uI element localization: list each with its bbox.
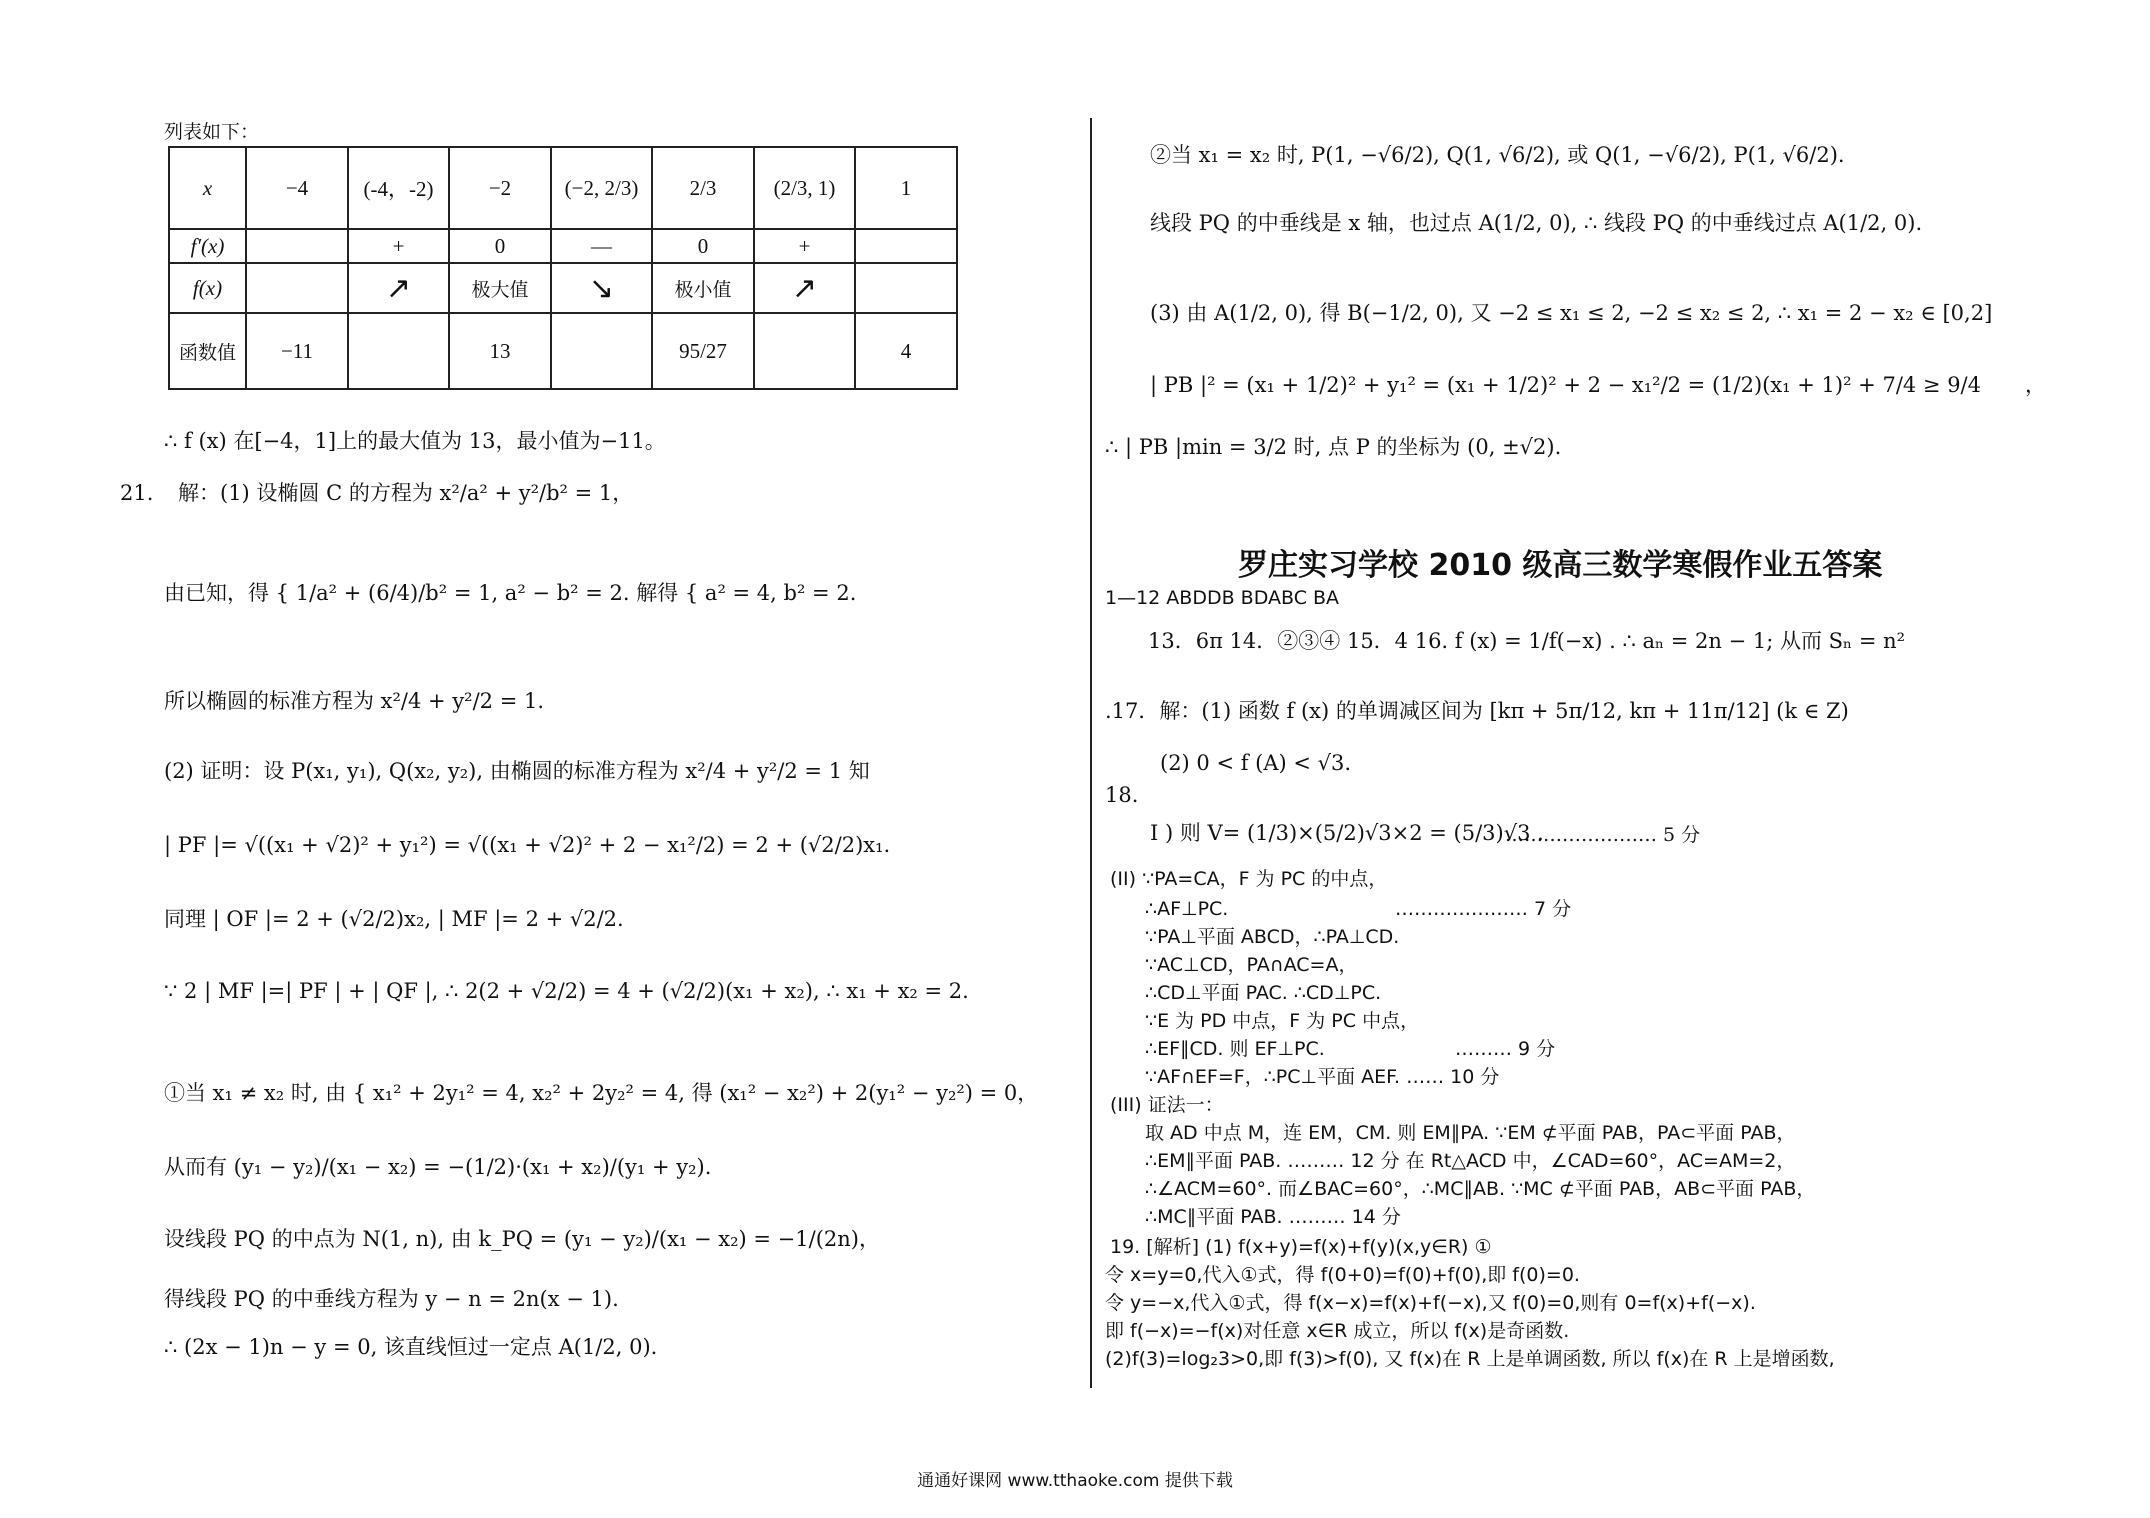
table-cell: 13	[449, 313, 551, 389]
solution-line: | PB |² = (x₁ + 1/2)² + y₁² = (x₁ + 1/2)² + 2 − x₁²/2 = (1/2)(x₁ + 1)² + 7/4 ≥ 9/4	[1150, 373, 1981, 397]
answer-line: 令 y=−x,代入①式，得 f(x−x)=f(x)+f(−x),又 f(0)=0,则有 0=f(x)+f(−x).	[1105, 1292, 1756, 1314]
solution-line: 从而有 (y₁ − y₂)/(x₁ − x₂) = −(1/2)·(x₁ + x₂)/(y₁ + y₂).	[164, 1155, 712, 1179]
answer-line: ∵AC⊥CD，PA∩AC=A，	[1145, 954, 1358, 976]
page-footer: 通通好课网 www.tthaoke.com 提供下载	[917, 1471, 1233, 1491]
answer-line: ∵AF∩EF=F，∴PC⊥平面 AEF. …… 10 分	[1145, 1066, 1500, 1088]
table-cell: 极大值	[449, 263, 551, 313]
table-cell: f(x)	[169, 263, 246, 313]
table-cell: 4	[855, 313, 957, 389]
answer-line: (III) 证法一：	[1110, 1094, 1224, 1116]
answer-line: (2) 0 < f (A) < √3.	[1160, 751, 1352, 775]
solution-line: 线段 PQ 的中垂线是 x 轴，也过点 A(1/2, 0), ∴ 线段 PQ 的中垂线过点 A(1/2, 0).	[1150, 211, 1923, 235]
value-table	[168, 146, 958, 390]
table-cell	[754, 313, 855, 389]
solution-line: ∴ (2x − 1)n − y = 0, 该直线恒过一定点 A(1/2, 0).	[164, 1335, 658, 1359]
answer-line: 13．6π 14．②③④ 15．4 16. f (x) = 1/f(−x) . ∴ aₙ = 2n − 1; 从而 Sₙ = n²	[1148, 629, 1906, 653]
table-cell	[551, 313, 652, 389]
table-cell: ↗	[754, 263, 855, 313]
table-cell: +	[348, 229, 449, 263]
table-cell: f′(x)	[169, 229, 246, 263]
solution-line: (2) 证明：设 P(x₁, y₁), Q(x₂, y₂), 由椭圆的标准方程为 x²/4 + y²/2 = 1 知	[164, 759, 870, 783]
table-cell	[855, 229, 957, 263]
table-cell: ↘	[551, 263, 652, 313]
answer-line: ∵E 为 PD 中点，F 为 PC 中点，	[1145, 1010, 1420, 1032]
answer-line: 令 x=y=0,代入①式，得 f(0+0)=f(0)+f(0),即 f(0)=0.	[1105, 1264, 1580, 1286]
table-cell: 极小值	[652, 263, 754, 313]
table-cell: 95/27	[652, 313, 754, 389]
solution-line: ②当 x₁ = x₂ 时, P(1, −√6/2), Q(1, √6/2), 或 Q(1, −√6/2), P(1, √6/2).	[1150, 143, 1845, 167]
solution-line: 所以椭圆的标准方程为 x²/4 + y²/2 = 1.	[164, 689, 545, 713]
answer-line: (2)f(3)=log₂3>0,即 f(3)>f(0), 又 f(x)在 R 上是单调函数, 所以 f(x)在 R 上是增函数,	[1105, 1348, 1835, 1370]
table-cell	[246, 263, 348, 313]
score-mark: ……… 9 分	[1455, 1038, 1556, 1060]
table-cell: (-4，-2)	[348, 147, 449, 229]
table-cell	[246, 229, 348, 263]
table-cell: −4	[246, 147, 348, 229]
table-intro: 列表如下：	[164, 121, 260, 143]
table-cell: 函数值	[169, 313, 246, 389]
table-cell: x	[169, 147, 246, 229]
answer-line: ∴CD⊥平面 PAC. ∴CD⊥PC.	[1145, 982, 1382, 1004]
table-cell: −2	[449, 147, 551, 229]
table-cell	[855, 263, 957, 313]
answer-line: 1—12 ABDDB BDABC BA	[1105, 587, 1340, 609]
stray-comma: ，	[2025, 373, 2046, 397]
answer-line: ∴AF⊥PC.	[1145, 898, 1229, 920]
score-mark: …………………… 5 分	[1505, 824, 1701, 846]
answer-line: 18.	[1105, 783, 1139, 807]
solution-line: ∵ 2 | MF |=| PF | + | QF |, ∴ 2(2 + √2/2) = 4 + (√2/2)(x₁ + x₂), ∴ x₁ + x₂ = 2.	[164, 979, 969, 1003]
question-number: 21.	[120, 481, 154, 505]
answer-line: ∴∠ACM=60°. 而∠BAC=60°，∴MC∥AB. ∵MC ⊄平面 PAB，AB⊂平面 PAB，	[1145, 1178, 1816, 1200]
solution-line: ∴ | PB |min = 3/2 时, 点 P 的坐标为 (0, ±√2).	[1105, 435, 1562, 459]
solution-line: | PF |= √((x₁ + √2)² + y₁²) = √((x₁ + √2)² + 2 − x₁²/2) = 2 + (√2/2)x₁.	[164, 833, 891, 857]
table-cell: —	[551, 229, 652, 263]
answer-line: 即 f(−x)=−f(x)对任意 x∈R 成立，所以 f(x)是奇函数.	[1105, 1320, 1570, 1342]
column-divider	[1090, 118, 1092, 1388]
table-cell: (−2, 2/3)	[551, 147, 652, 229]
solution-line: 由已知，得 { 1/a² + (6/4)/b² = 1, a² − b² = 2. 解得 { a² = 4, b² = 2.	[164, 581, 857, 605]
table-cell: 2/3	[652, 147, 754, 229]
table-cell: ↗	[348, 263, 449, 313]
table-cell: 1	[855, 147, 957, 229]
solution-line: 同理 | OF |= 2 + (√2/2)x₂, | MF |= 2 + √2/2.	[164, 907, 624, 931]
answer-key-title: 罗庄实习学校 2010 级高三数学寒假作业五答案	[1238, 548, 1883, 583]
table-cell: 0	[652, 229, 754, 263]
table-cell: (2/3, 1)	[754, 147, 855, 229]
answer-line: ∴MC∥平面 PAB. ……… 14 分	[1145, 1206, 1401, 1228]
answer-line: ∵PA⊥平面 ABCD，∴PA⊥CD.	[1145, 926, 1400, 948]
solution-line: 解：(1) 设椭圆 C 的方程为 x²/a² + y²/b² = 1，	[178, 481, 634, 505]
answer-line: ∴EM∥平面 PAB. ……… 12 分 在 Rt△ACD 中，∠CAD=60°，AC=AM=2，	[1145, 1150, 1796, 1172]
answer-line: .17．解：(1) 函数 f (x) 的单调减区间为 [kπ + 5π/12, kπ + 11π/12] (k ∈ Z)	[1105, 699, 1849, 723]
solution-line: ①当 x₁ ≠ x₂ 时, 由 { x₁² + 2y₁² = 4, x₂² + 2y₂² = 4, 得 (x₁² − x₂²) + 2(y₁² − y₂²) = 0，	[164, 1081, 1039, 1105]
solution-line: (3) 由 A(1/2, 0), 得 B(−1/2, 0), 又 −2 ≤ x₁ ≤ 2, −2 ≤ x₂ ≤ 2, ∴ x₁ = 2 − x₂ ∈ [0,2]	[1150, 301, 1993, 325]
table-cell: 0	[449, 229, 551, 263]
solution-line: 得线段 PQ 的中垂线方程为 y − n = 2n(x − 1).	[164, 1287, 619, 1311]
solution-line: 设线段 PQ 的中点为 N(1, n), 由 k_PQ = (y₁ − y₂)/(x₁ − x₂) = −1/(2n)，	[164, 1227, 880, 1251]
answer-line: ∴EF∥CD. 则 EF⊥PC.	[1145, 1038, 1325, 1060]
table-cell: −11	[246, 313, 348, 389]
table-cell: +	[754, 229, 855, 263]
table-conclusion: ∴ f (x) 在[−4，1]上的最大值为 13，最小值为−11。	[164, 429, 666, 453]
answer-line: I ) 则 V= (1/3)×(5/2)√3×2 = (5/3)√3 .	[1150, 821, 1544, 845]
answer-line: 19. [解析] (1) f(x+y)=f(x)+f(y)(x,y∈R) ①	[1110, 1236, 1492, 1258]
table-cell	[348, 313, 449, 389]
answer-line: (II) ∵PA=CA，F 为 PC 的中点，	[1110, 868, 1388, 890]
score-mark: ………………… 7 分	[1395, 898, 1572, 920]
answer-line: 取 AD 中点 M，连 EM，CM. 则 EM∥PA. ∵EM ⊄平面 PAB，PA⊂平面 PAB，	[1145, 1122, 1796, 1144]
